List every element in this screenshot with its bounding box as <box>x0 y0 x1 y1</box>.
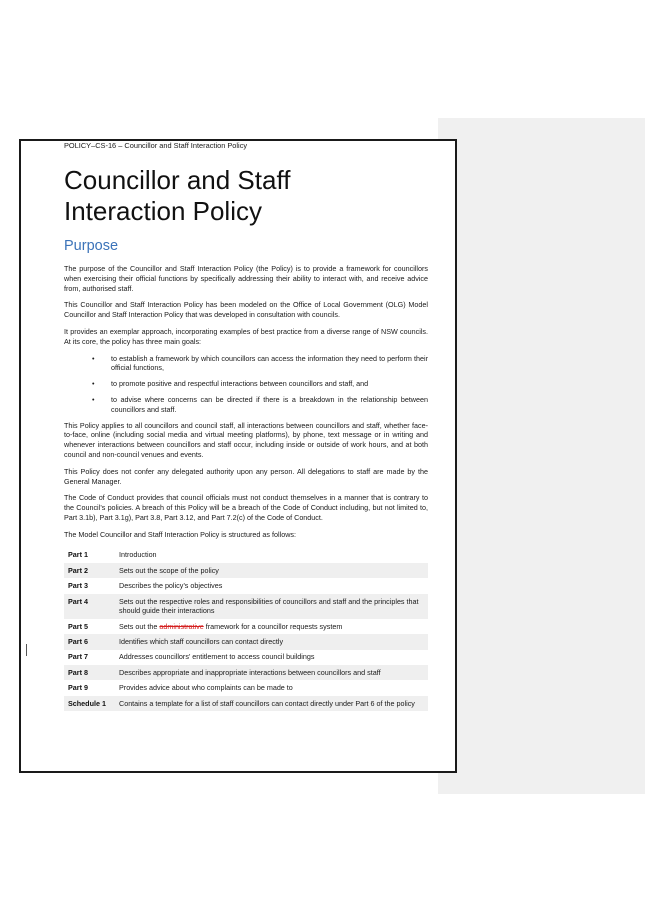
desc-after: framework for a councillor requests system <box>203 621 343 631</box>
part-description: Describes appropriate and inappropriate interactions between councillors and staff <box>119 667 381 677</box>
goals-list <box>64 354 428 415</box>
goal-item <box>64 354 428 374</box>
paragraph: The purpose of the Councillor and Staff Interaction Policy (the Policy) is to provide a framework for councillors when exercising their official functions by specifically addressing their ability to interact with, and receive advice from, authorised staff. <box>64 264 428 293</box>
desc-before: Sets out the <box>119 621 160 631</box>
part-description: Sets out the respective roles and responsibilities of councillors and staff and the principles that should guide their interactions <box>119 596 419 616</box>
table-row <box>64 594 428 619</box>
bullet-icon: • <box>92 379 95 389</box>
goal-text: to promote positive and respectful interactions between councillors and staff, and <box>111 379 369 389</box>
document-title <box>64 165 428 227</box>
tracked-deletion: administrative <box>159 621 204 631</box>
part-description <box>115 619 428 634</box>
table-row <box>64 578 428 593</box>
table-row <box>64 548 428 563</box>
policy-structure-table <box>64 548 428 712</box>
goal-text: to establish a framework by which councillors can access the information they need to perform their official functions, <box>111 353 428 373</box>
part-number: Part 5 <box>68 621 88 631</box>
table-row <box>64 634 428 649</box>
paragraph: It provides an exemplar approach, incorporating examples of best practice from a diverse range of NSW councils. At its core, the policy has three main goals: <box>64 326 428 346</box>
part-description: Introduction <box>119 550 157 560</box>
part-number: Part 6 <box>68 637 88 647</box>
part-number: Part 1 <box>68 550 88 560</box>
part-number: Part 8 <box>68 667 88 677</box>
section-heading-purpose: Purpose <box>64 238 119 254</box>
markup-pane <box>438 118 645 794</box>
table-row <box>64 696 428 711</box>
paragraph: This Councillor and Staff Interaction Policy has been modeled on the Office of Local Government (OLG) Model Councillor and Staff Interaction Policy that was developed in consultation with councils. <box>64 300 428 320</box>
goal-text: to advise where concerns can be directed if there is a breakdown in the relationship between councillors and staff. <box>111 394 428 414</box>
part-description: Contains a template for a list of staff councillors can contact directly under Part 6 of the policy <box>119 698 415 708</box>
paragraph: The Model Councillor and Staff Interaction Policy is structured as follows: <box>64 529 296 539</box>
part-number: Part 7 <box>68 652 88 662</box>
table-row <box>64 680 428 695</box>
running-header: POLICY–CS-16 – Councillor and Staff Interaction Policy <box>64 141 248 150</box>
change-bar <box>26 644 27 656</box>
title-line-2: Interaction Policy <box>64 196 262 226</box>
part-number: Schedule 1 <box>68 698 106 708</box>
bullet-icon: • <box>92 353 95 363</box>
paragraph: This Policy does not confer any delegated authority upon any person. All delegations to staff are made by the General Manager. <box>64 466 428 486</box>
table-row <box>64 619 428 634</box>
table-row <box>64 650 428 665</box>
part-description: Identifies which staff councillors can contact directly <box>119 637 284 647</box>
part-description: Sets out the scope of the policy <box>119 565 219 575</box>
part-description: Describes the policy’s objectives <box>119 581 223 591</box>
page-content <box>64 141 428 711</box>
part-number: Part 2 <box>68 565 88 575</box>
paragraph: This Policy applies to all councillors and council staff, all interactions between councillors and staff, whether face-to-face, online (including social media and virtual meeting platforms), by phone, text message or in writing and whenever interactions between councillors and staff occur, including inside or outside of work hours, and at both council and non-council venues and events. <box>64 420 428 459</box>
goal-item <box>64 395 428 415</box>
part-number: Part 9 <box>68 683 88 693</box>
part-number: Part 3 <box>68 581 88 591</box>
goal-item <box>64 379 428 389</box>
table-row <box>64 563 428 578</box>
part-number: Part 4 <box>68 596 88 606</box>
paragraph: The Code of Conduct provides that council officials must not conduct themselves in a manner that is contrary to the Council’s policies. A breach of this Policy will be a breach of the Code of Conduct including, but not limited to, Part 3.1b), Part 3.1g), Part 3.8, Part 3.12, and Part 7.2(c) of the Code of Conduct. <box>64 493 428 522</box>
part-description: Provides advice about who complaints can be made to <box>119 683 293 693</box>
title-line-1: Councillor and Staff <box>64 165 291 195</box>
bullet-icon: • <box>92 394 95 404</box>
table-row <box>64 665 428 680</box>
part-description: Addresses councillors’ entitlement to access council buildings <box>119 652 315 662</box>
